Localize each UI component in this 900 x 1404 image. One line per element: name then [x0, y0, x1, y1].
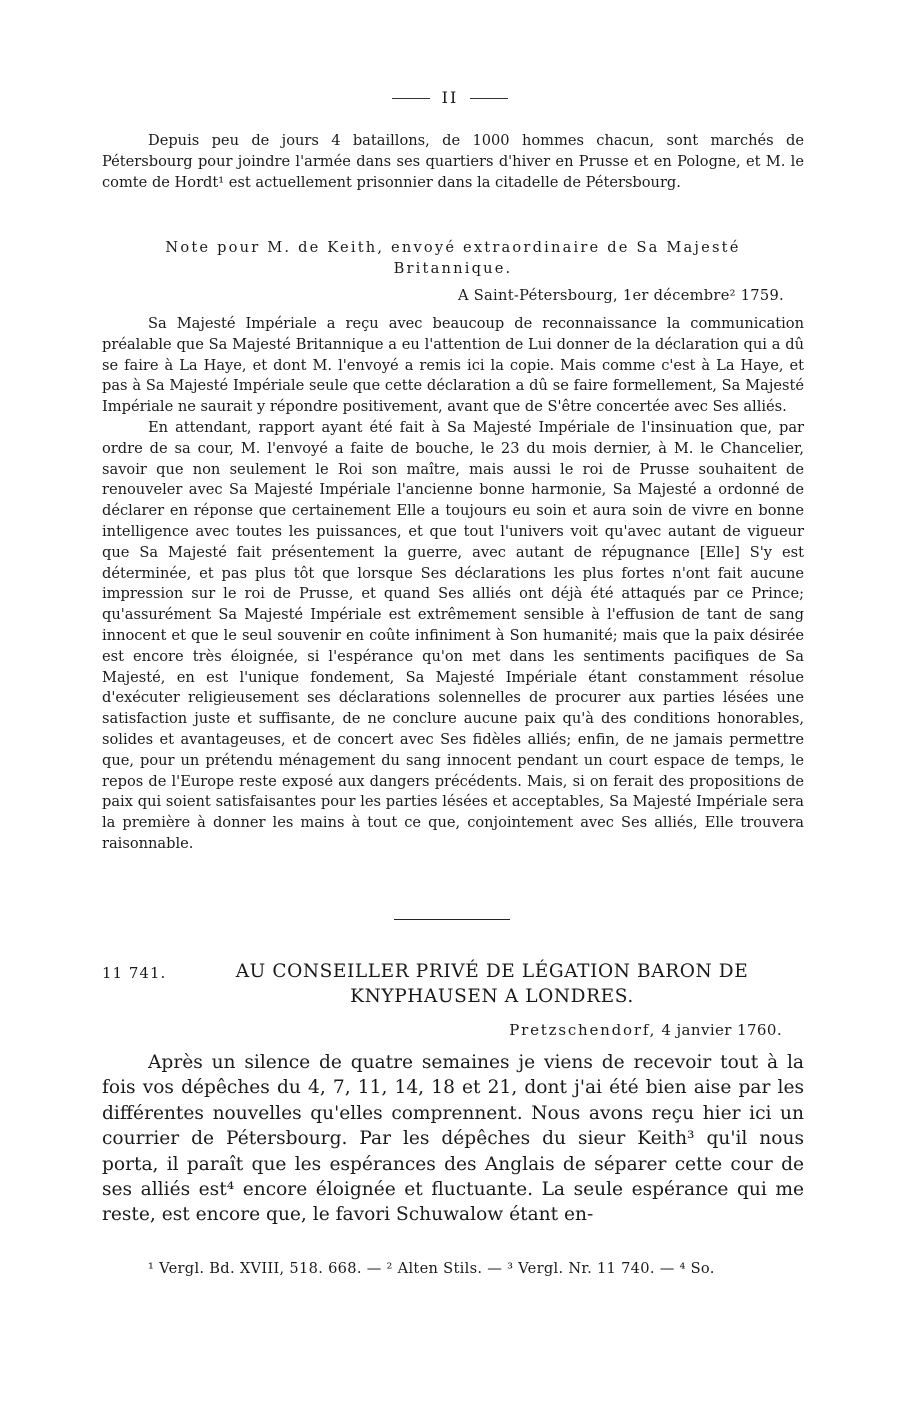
note-paragraph: En attendant, rapport ayant été fait à Sa Majesté Impériale de l'insinuation que, par ordre de sa cour, M. l'envoyé a faite de bouche, le 23 du mois dernier, à M. le Chancelier, savoir que non seulement le Roi son maître, mais aussi le roi de Prusse souhaitent de renouveler avec Sa Majesté Impériale l'ancienne bonne harmonie, Sa Majesté a ordonné de déclarer en réponse que certainement Elle a toujours eu soin et aura soin de vivre en bonne intelligence avec toutes les puissances, et que tout l'univers voit qu'avec autant de vigueur que Sa Majesté fait présentement la guerre, avec autant de répugnance [Elle] S'y est déterminée, et pas plus tôt que lorsque Ses déclarations les plus fortes n'ont fait aucune impression sur le roi de Prusse, et quand Ses alliés ont déjà été attaqués par ce Prince; qu'assurément Sa Majesté Impériale est extrêmement sensible à l'effusion de tant de sang innocent et que le seul souvenir en coûte infiniment à Son humanité; mais que la paix désirée est encore très éloignée, si l'espérance qu'on met dans les sentiments pacifiques de Sa Majesté, en est l'unique fondement, Sa Majesté Impériale étant constamment résolue d'exécuter religieusement ses déclarations solennelles de procurer aux parties lésées une satisfaction juste et suffisante, de ne conclure aucune paix qu'à des conditions honorables, solides et avantageuses, et de concert avec Ses fidèles alliés; enfin, de ne jamais permettre que, pour un prétendu ménagement du sang innocent pendant un court espace de temps, le repos de l'Europe reste exposé aux dangers précédents. Mais, si on ferait des propositions de paix qui soient satisfaisantes pour les parties lésées et acceptables, Sa Majesté Impériale sera la première à donner les mains à tout ce que, conjointement avec Ses alliés, Elle trouvera raisonnable.	[102, 418, 804, 852]
note-paragraph: Sa Majesté Impériale a reçu avec beaucoup de reconnaissance la communication préalable que Sa Majesté Britannique a eu l'attention de Lui donner de la déclaration qui a dû se faire à La Haye, et dont M. l'envoyé a remis ici la copie. Mais comme c'est à La Haye, et pas à Sa Majesté Impériale seule que cette déclaration a dû se faire formellement, Sa Majesté Impériale ne saurait y répondre positivement, avant que de S'être concertée avec Ses alliés.	[102, 315, 804, 416]
intro-paragraph	[102, 131, 804, 193]
letter-date: 4 janvier 1760.	[661, 1021, 782, 1039]
note-title-line1: Note pour M. de Keith, envoyé extraordinaire de Sa Majesté	[165, 239, 741, 256]
footnotes: ¹ Vergl. Bd. XVIII, 518. 668. — ² Alten Stils. — ³ Vergl. Nr. 11 740. — ⁴ So.	[148, 1260, 715, 1277]
letter-body-text: Après un silence de quatre semaines je viens de recevoir tout à la fois vos dépêches du 4, 7, 11, 14, 18 et 21, dont j'ai été bien aise par les différentes nouvelles qu'elles comprennent. Nous avons reçu hier ici un courrier de Pétersbourg. Par les dépêches du sieur Keith³ qu'il nous porta, il paraît que les espérances des Anglais de séparer cette cour de ses alliés est⁴ encore éloignée et fluctuante. La seule espérance qui me reste, est encore que, le favori Schuwalow étant en-	[102, 1052, 804, 1226]
folio-dash-right	[470, 98, 508, 99]
note-title-line2: Britannique.	[393, 259, 513, 277]
letter-number: 11 741.	[102, 964, 167, 982]
folio-dash-left	[392, 98, 430, 99]
page-number-text: II	[441, 88, 459, 107]
intro-paragraph-text: Depuis peu de jours 4 bataillons, de 1000 hommes chacun, sont marchés de Pétersbourg pour joindre l'armée dans ses quartiers d'hiver en Prusse et en Pologne, et M. le comte de Hordt¹ est actuellement prisonnier dans la citadelle de Pétersbourg.	[102, 132, 804, 191]
letter-body	[102, 1050, 804, 1228]
letter-heading	[102, 959, 804, 1009]
note-body	[102, 314, 804, 855]
letter-place: Pretzschendorf,	[509, 1021, 657, 1039]
note-title	[102, 238, 804, 280]
letter-place-date	[509, 1021, 782, 1039]
section-divider	[394, 919, 510, 920]
letter-title-line2: KNYPHAUSEN A LONDRES.	[350, 986, 634, 1007]
note-place-date: A Saint-Pétersbourg, 1er décembre² 1759.	[457, 287, 784, 304]
page-number	[0, 88, 900, 107]
letter-title-line1: AU CONSEILLER PRIVÉ DE LÉGATION BARON DE	[235, 961, 749, 982]
